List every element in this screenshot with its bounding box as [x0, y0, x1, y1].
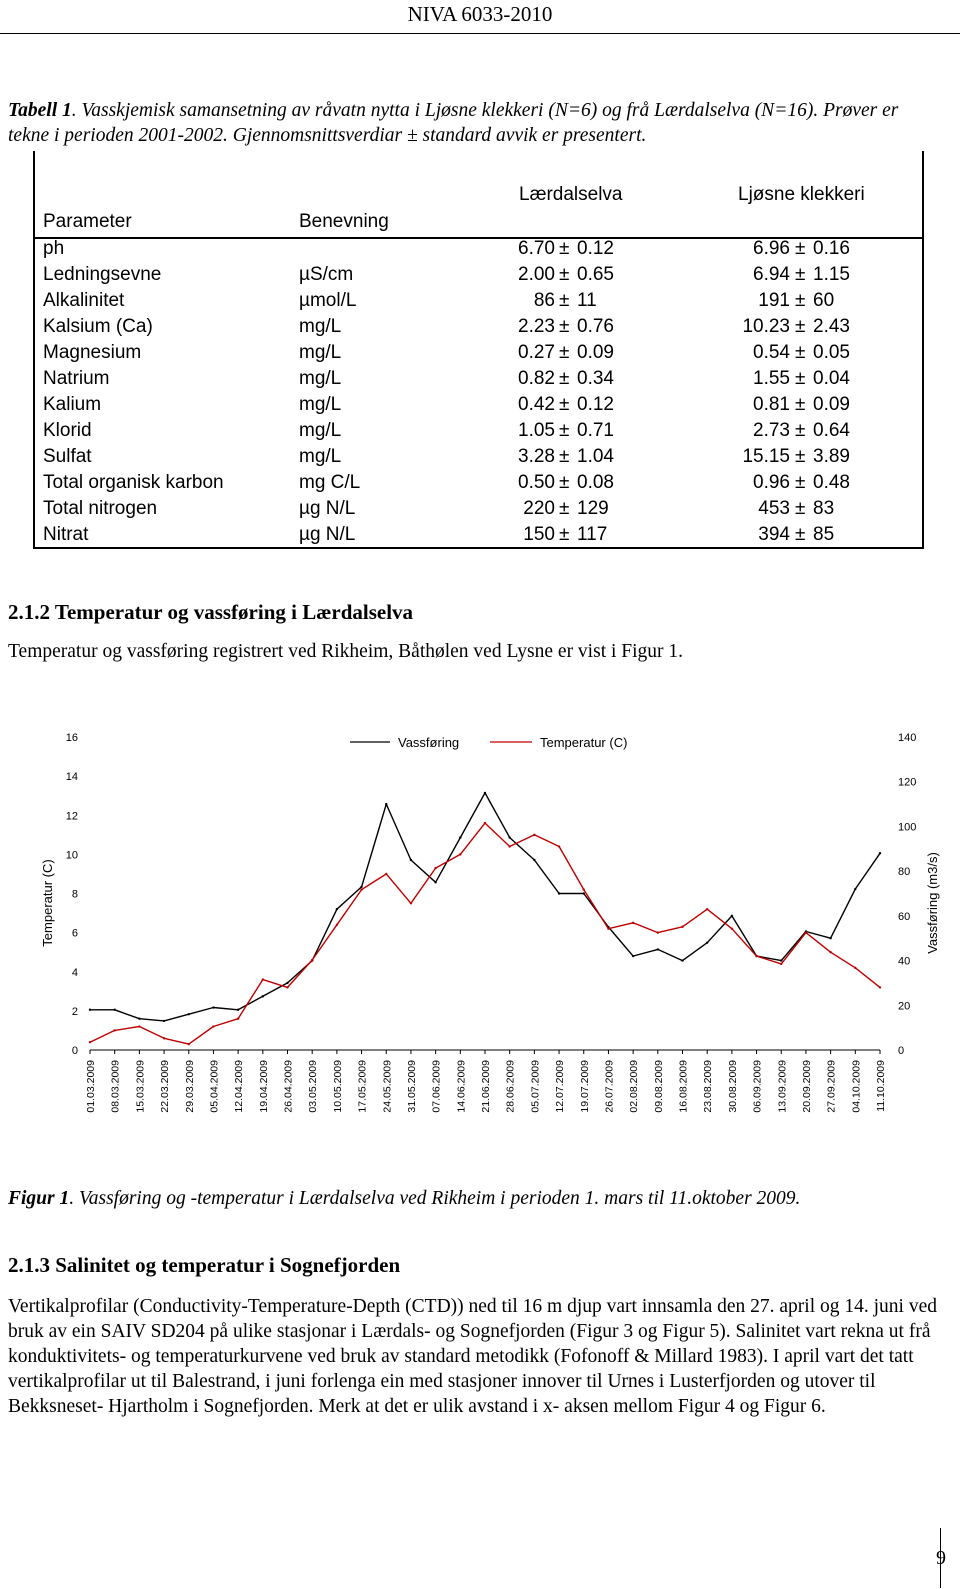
x-tick-label: 30.08.2009	[726, 1060, 739, 1113]
flow-point	[706, 941, 708, 943]
x-tick-label: 26.07.2009	[603, 1060, 616, 1113]
laerdal-mean: 150	[523, 524, 555, 545]
temperature-point	[138, 1025, 140, 1027]
flow-point	[657, 948, 659, 950]
param-name: Kalsium (Ca)	[43, 316, 153, 337]
ljosne-mean: 0.81	[753, 394, 790, 415]
param-name: Magnesium	[43, 342, 142, 363]
laerdal-sd: 0.08	[577, 472, 614, 493]
y-tick-label-left: 10	[65, 849, 78, 862]
laerdal-mean: 0.82	[518, 368, 555, 389]
flow-point	[780, 959, 782, 961]
ljosne-mean: 10.23	[742, 316, 790, 337]
param-unit: µmol/L	[299, 290, 357, 311]
temperature-point	[311, 959, 313, 961]
flow-point	[459, 836, 461, 838]
temperature-point	[459, 853, 461, 855]
plus-minus-sign: ±	[559, 264, 570, 285]
x-tick-label: 21.06.2009	[480, 1060, 492, 1113]
x-tick-label: 06.09.2009	[751, 1060, 764, 1113]
ljosne-sd: 2.43	[813, 316, 850, 337]
ljosne-mean: 15.15	[742, 446, 790, 467]
x-tick-label: 05.04.2009	[208, 1060, 221, 1113]
x-tick-label: 29.03.2009	[183, 1060, 196, 1113]
flow-point	[336, 908, 338, 910]
laerdal-mean: 2.23	[518, 316, 555, 337]
header-rule	[0, 33, 960, 34]
flow-point	[262, 995, 264, 997]
plus-minus-sign: ±	[795, 290, 806, 311]
temperature-series-line	[90, 823, 880, 1044]
laerdal-sd: 0.09	[577, 342, 614, 363]
group-header-laerdalselva: Lærdalselva	[519, 184, 623, 205]
param-unit: µg N/L	[299, 498, 356, 519]
y-tick-label-left: 4	[71, 966, 78, 979]
flow-point	[484, 792, 486, 794]
plus-minus-sign: ±	[559, 238, 570, 259]
temperature-point	[113, 1029, 115, 1031]
temperature-point	[632, 922, 634, 924]
temperature-point	[657, 931, 659, 933]
temperature-point	[583, 888, 585, 890]
flow-series-line	[90, 793, 880, 1021]
x-tick-label: 20.09.2009	[800, 1060, 813, 1113]
section-text-salinity: Vertikalprofilar (Conductivity-Temperature-Depth (CTD)) ned til 16 m djup vart innsamla den 27. april og 14. juni ved bruk av ein SAIV SD204 på ulike stasjonar i Lærdals- og Sognefjorden (Figur 3 og Figur 5). Salinitet vart rekna ut frå konduktivitets- og temperaturkurvene ved bruk av standard metodikk (Fofonoff & Millard 1983). I april vart det tatt vertikalprofilar ut til Balestrand, i juni forlenga ein med stasjoner innover til Urnes i Lusterfjorden og utover til Bekksneset- Hjartholm i Sognefjorden. Merk at det er ulik avstand i x- aksen mellom Figur 4 og Figur 6.	[8, 1296, 937, 1417]
flow-point	[854, 888, 856, 890]
laerdal-sd: 0.12	[577, 394, 614, 415]
plus-minus-sign: ±	[795, 316, 806, 337]
temperature-point	[484, 822, 486, 824]
temperature-point	[163, 1037, 165, 1039]
page-number: 9	[936, 1547, 946, 1569]
flow-point	[113, 1009, 115, 1011]
flow-point	[286, 982, 288, 984]
ljosne-sd: 0.16	[813, 238, 850, 259]
laerdal-mean: 0.27	[518, 342, 555, 363]
plus-minus-sign: ±	[795, 420, 806, 441]
ljosne-sd: 0.09	[813, 394, 850, 415]
param-unit: µS/cm	[299, 264, 354, 285]
x-tick-label: 31.05.2009	[405, 1060, 418, 1113]
y-tick-label-left: 2	[71, 1005, 78, 1018]
ljosne-mean: 2.73	[753, 420, 790, 441]
param-name: ph	[43, 238, 65, 259]
ljosne-sd: 0.64	[813, 420, 850, 441]
plus-minus-sign: ±	[795, 472, 806, 493]
table-caption-text: . Vasskjemisk samansetning av råvatn nytta i Ljøsne klekkeri (N=6) og frå Lærdalselva (N=16). Prøver er tekne i perioden 2001-2002. Gjennomsnittsverdiar ± standard avvik er presentert.	[8, 100, 899, 146]
x-tick-label: 23.08.2009	[702, 1060, 715, 1113]
laerdal-sd: 0.12	[577, 238, 614, 259]
temperature-point	[681, 926, 683, 928]
x-tick-label: 03.05.2009	[307, 1060, 320, 1113]
laerdal-mean: 2.00	[518, 264, 555, 285]
plus-minus-sign: ±	[795, 264, 806, 285]
y-tick-label-right: 100	[898, 821, 917, 834]
figure-caption-label: Figur 1	[8, 1188, 70, 1209]
laerdal-sd: 11	[577, 290, 597, 311]
table-caption-label: Tabell 1	[8, 100, 72, 121]
temperature-point	[558, 845, 560, 847]
param-unit: mg/L	[299, 316, 342, 337]
ljosne-mean: 1.55	[753, 368, 790, 389]
flow-point	[237, 1009, 239, 1011]
laerdal-sd: 0.34	[577, 368, 614, 389]
temperature-point	[829, 951, 831, 953]
x-tick-label: 15.03.2009	[134, 1060, 147, 1113]
temperature-point	[89, 1041, 91, 1043]
param-unit: mg/L	[299, 342, 342, 363]
ljosne-sd: 60	[813, 290, 835, 311]
temperature-point	[706, 908, 708, 910]
plus-minus-sign: ±	[559, 316, 570, 337]
x-tick-label: 02.08.2009	[628, 1060, 641, 1113]
x-tick-label: 10.05.2009	[331, 1060, 344, 1113]
y-tick-label-left: 8	[71, 888, 78, 901]
laerdal-mean: 0.42	[518, 394, 555, 415]
x-tick-label: 27.09.2009	[825, 1060, 838, 1113]
legend-flow-label: Vassføring	[398, 735, 460, 750]
x-tick-label: 12.04.2009	[233, 1060, 246, 1113]
flow-point	[681, 959, 683, 961]
flow-temperature-chart	[0, 715, 960, 1145]
ljosne-sd: 0.04	[813, 368, 850, 389]
flow-point	[508, 836, 510, 838]
temperature-point	[533, 834, 535, 836]
y-tick-label-right: 80	[898, 866, 911, 879]
temperature-point	[336, 924, 338, 926]
temperature-point	[755, 955, 757, 957]
temperature-point	[879, 986, 881, 988]
param-unit: µg N/L	[299, 524, 356, 545]
ljosne-sd: 83	[813, 498, 835, 519]
y-tick-label-right: 20	[898, 1000, 911, 1013]
x-tick-label: 26.04.2009	[282, 1060, 295, 1113]
y-tick-label-right: 120	[898, 776, 917, 789]
ljosne-sd: 0.05	[813, 342, 850, 363]
temperature-point	[780, 963, 782, 965]
x-tick-label: 16.08.2009	[677, 1060, 690, 1113]
laerdal-sd: 117	[577, 524, 608, 545]
flow-point	[410, 859, 412, 861]
ljosne-mean: 6.94	[753, 264, 790, 285]
plus-minus-sign: ±	[559, 498, 570, 519]
x-tick-label: 17.05.2009	[356, 1060, 369, 1113]
x-tick-label: 08.03.2009	[109, 1060, 122, 1113]
ljosne-sd: 85	[813, 524, 835, 545]
flow-point	[89, 1009, 91, 1011]
ljosne-sd: 1.15	[813, 264, 850, 285]
temperature-point	[731, 928, 733, 930]
y-axis-label-left: Temperatur (C)	[40, 859, 55, 947]
ljosne-mean: 0.96	[753, 472, 790, 493]
param-unit: mg C/L	[299, 472, 361, 493]
col-header-parameter: Parameter	[43, 211, 132, 232]
ljosne-sd: 3.89	[813, 446, 850, 467]
flow-point	[731, 915, 733, 917]
plus-minus-sign: ±	[559, 446, 570, 467]
x-tick-label: 05.07.2009	[529, 1060, 542, 1113]
x-tick-label: 28.06.2009	[504, 1060, 517, 1113]
flow-point	[163, 1020, 165, 1022]
laerdal-mean: 1.05	[518, 420, 555, 441]
ljosne-mean: 191	[758, 290, 790, 311]
laerdal-sd: 1.04	[577, 446, 614, 467]
param-unit: mg/L	[299, 394, 342, 415]
laerdal-mean: 220	[523, 498, 555, 519]
laerdal-sd: 0.71	[577, 420, 614, 441]
param-name: Natrium	[43, 368, 110, 389]
param-name: Ledningsevne	[43, 264, 162, 285]
param-name: Kalium	[43, 394, 102, 415]
flow-point	[188, 1013, 190, 1015]
x-tick-label: 14.06.2009	[455, 1060, 468, 1113]
ljosne-mean: 6.96	[753, 238, 790, 259]
flow-point	[583, 892, 585, 894]
plus-minus-sign: ±	[559, 342, 570, 363]
temperature-point	[262, 978, 264, 980]
y-axis-label-right: Vassføring (m3/s)	[925, 852, 940, 954]
x-tick-label: 12.07.2009	[554, 1060, 567, 1113]
y-tick-label-right: 60	[898, 910, 911, 923]
x-tick-label: 24.05.2009	[381, 1060, 394, 1113]
temperature-point	[410, 902, 412, 904]
laerdal-sd: 0.76	[577, 316, 614, 337]
plus-minus-sign: ±	[795, 342, 806, 363]
plus-minus-sign: ±	[795, 238, 806, 259]
plus-minus-sign: ±	[559, 472, 570, 493]
section-text-temperature: Temperatur og vassføring registrert ved Rikheim, Båthølen ved Lysne er vist i Figur 1.	[8, 641, 684, 662]
temperature-point	[508, 845, 510, 847]
temperature-point	[607, 928, 609, 930]
param-name: Nitrat	[43, 524, 89, 545]
plus-minus-sign: ±	[795, 394, 806, 415]
param-name: Total organisk karbon	[43, 472, 224, 493]
plus-minus-sign: ±	[559, 394, 570, 415]
group-header-ljosne: Ljøsne klekkeri	[738, 184, 865, 205]
running-header: NIVA 6033-2010	[407, 2, 553, 26]
x-tick-label: 11.10.2009	[875, 1060, 887, 1112]
y-tick-label-left: 0	[71, 1045, 78, 1057]
y-tick-label-left: 14	[65, 771, 78, 784]
plus-minus-sign: ±	[795, 446, 806, 467]
param-unit: mg/L	[299, 446, 342, 467]
y-tick-label-right: 0	[898, 1045, 905, 1057]
plus-minus-sign: ±	[559, 420, 570, 441]
param-name: Total nitrogen	[43, 498, 158, 519]
laerdal-sd: 129	[577, 498, 609, 519]
plus-minus-sign: ±	[559, 524, 570, 545]
param-name: Sulfat	[43, 446, 92, 467]
param-unit: mg/L	[299, 420, 342, 441]
temperature-point	[434, 867, 436, 869]
temperature-point	[854, 967, 856, 969]
temperature-point	[360, 888, 362, 890]
plus-minus-sign: ±	[795, 498, 806, 519]
x-tick-label: 22.03.2009	[159, 1060, 172, 1113]
y-tick-label-left: 12	[65, 810, 78, 823]
col-header-unit: Benevning	[299, 211, 389, 232]
figure-caption	[8, 1188, 800, 1210]
flow-point	[533, 859, 535, 861]
flow-point	[434, 881, 436, 883]
plus-minus-sign: ±	[559, 368, 570, 389]
flow-point	[829, 937, 831, 939]
x-tick-label: 19.07.2009	[578, 1060, 591, 1113]
temperature-point	[286, 986, 288, 988]
ljosne-sd: 0.48	[813, 472, 850, 493]
ljosne-mean: 0.54	[753, 342, 790, 363]
x-tick-label: 19.04.2009	[257, 1060, 270, 1113]
legend-temperature-label: Temperatur (C)	[540, 735, 628, 750]
x-tick-label: 04.10.2009	[850, 1060, 863, 1113]
figure-caption-text: . Vassføring og -temperatur i Lærdalselva ved Rikheim i perioden 1. mars til 11.oktober 2009.	[69, 1188, 801, 1209]
temperature-point	[385, 873, 387, 875]
ljosne-mean: 453	[758, 498, 790, 519]
param-unit: mg/L	[299, 368, 342, 389]
laerdal-mean: 3.28	[518, 446, 555, 467]
section-heading-temperature: 2.1.2 Temperatur og vassføring i Lærdalselva	[8, 600, 414, 624]
x-tick-label: 09.08.2009	[652, 1060, 665, 1113]
laerdal-mean: 0.50	[518, 472, 555, 493]
y-tick-label-left: 6	[71, 927, 78, 940]
temperature-point	[237, 1018, 239, 1020]
temperature-point	[212, 1025, 214, 1027]
laerdal-mean: 86	[533, 290, 555, 311]
x-tick-label: 01.03.2009	[85, 1060, 97, 1113]
section-heading-salinity: 2.1.3 Salinitet og temperatur i Sognefjorden	[8, 1253, 401, 1277]
flow-point	[385, 803, 387, 805]
y-tick-label-right: 140	[898, 732, 917, 744]
temperature-point	[188, 1043, 190, 1045]
temperature-point	[805, 931, 807, 933]
y-tick-label-left: 16	[65, 732, 78, 744]
laerdal-mean: 6.70	[518, 238, 555, 259]
param-name: Klorid	[43, 420, 92, 441]
flow-point	[138, 1018, 140, 1020]
flow-point	[879, 852, 881, 854]
plus-minus-sign: ±	[559, 290, 570, 311]
ljosne-mean: 394	[758, 524, 790, 545]
flow-point	[558, 892, 560, 894]
plus-minus-sign: ±	[795, 368, 806, 389]
water-chemistry-table	[33, 151, 924, 549]
param-name: Alkalinitet	[43, 290, 125, 311]
table-caption	[8, 98, 938, 148]
flow-point	[360, 886, 362, 888]
x-tick-label: 13.09.2009	[776, 1060, 789, 1113]
x-tick-label: 07.06.2009	[430, 1060, 443, 1113]
flow-point	[212, 1006, 214, 1008]
flow-point	[632, 955, 634, 957]
y-tick-label-right: 40	[898, 955, 911, 968]
plus-minus-sign: ±	[795, 524, 806, 545]
laerdal-sd: 0.65	[577, 264, 614, 285]
